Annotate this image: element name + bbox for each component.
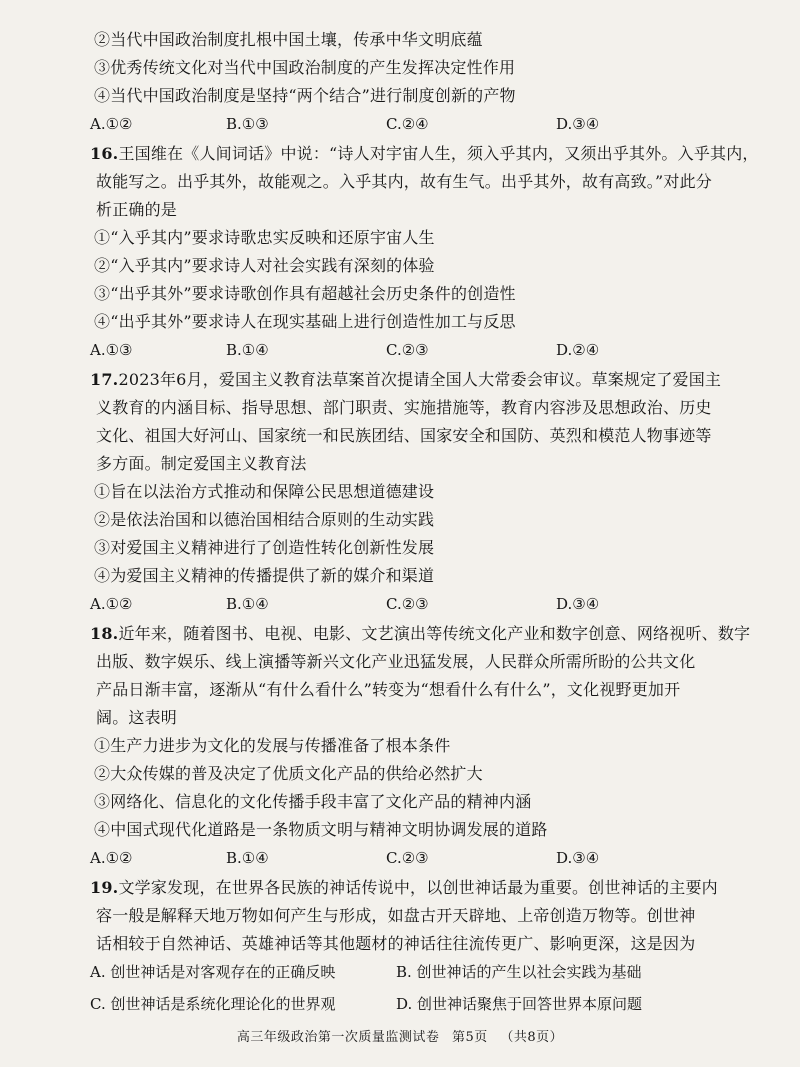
option-a: A.①② (90, 115, 133, 133)
question-number: 18. (90, 624, 119, 643)
statement: ②“入乎其内”要求诗人对社会实践有深刻的体验 (94, 256, 435, 275)
stem-line: 王国维在《人间词话》中说：“诗人对宇宙人生，须入乎其内，又须出乎其外。入乎其内， (118, 144, 759, 163)
statement: ①“入乎其内”要求诗歌忠实反映和还原宇宙人生 (94, 228, 435, 247)
question-number: 16. (90, 144, 119, 163)
stem-line: 容一般是解释天地万物如何产生与形成，如盘古开天辟地、上帝创造万物等。创世神 (96, 906, 696, 925)
option-b: B.①④ (226, 849, 269, 867)
stem-line: 话相较于自然神话、英雄神话等其他题材的神话往往流传更广、影响更深，这是因为 (96, 934, 696, 953)
option-d: D.③④ (556, 849, 600, 867)
statement: ②大众传媒的普及决定了优质文化产品的供给必然扩大 (94, 764, 483, 783)
question-stem (90, 140, 759, 168)
option-c: C.②③ (386, 341, 429, 359)
question-stem (90, 620, 751, 648)
statement: ①生产力进步为文化的发展与传播准备了根本条件 (94, 736, 451, 755)
option-a: A.①② (90, 595, 133, 613)
answer-options (90, 336, 740, 366)
option-b: B.①④ (226, 595, 269, 613)
stem-line: 出版、数字娱乐、线上演播等新兴文化产业迅猛发展，人民群众所需所盼的公共文化 (96, 652, 696, 671)
stem-line: 文化、祖国大好河山、国家统一和民族团结、国家安全和国防、英烈和模范人物事迹等 (96, 426, 712, 445)
stem-line: 产品日渐丰富，逐渐从“有什么看什么”转变为“想看什么有什么”，文化视野更加开 (96, 680, 681, 699)
option-d: D.③④ (556, 115, 600, 133)
option-a: A.①② (90, 849, 133, 867)
option-d: D. 创世神话聚焦于回答世界本原问题 (396, 995, 643, 1013)
statement: ①旨在以法治方式推动和保障公民思想道德建设 (94, 482, 435, 501)
statement: ②当代中国政治制度扎根中国土壤，传承中华文明底蕴 (94, 30, 483, 49)
option-c: C. 创世神话是系统化理论化的世界观 (90, 995, 336, 1013)
question-19 (90, 874, 740, 1022)
exam-title: 高三年级政治第一次质量监测试卷 (236, 1030, 440, 1045)
stem-line: 近年来，随着图书、电视、电影、文艺演出等传统文化产业和数字创意、网络视听、数字 (118, 624, 751, 643)
question-16 (90, 140, 759, 366)
stem-line: 文学家发现，在世界各民族的神话传说中，以创世神话最为重要。创世神话的主要内 (118, 878, 718, 897)
option-d: D.②④ (556, 341, 600, 359)
option-a: A. 创世神话是对客观存在的正确反映 (90, 963, 336, 981)
page-footer (0, 1026, 800, 1045)
option-c: C.②④ (386, 115, 429, 133)
answer-options (90, 590, 740, 620)
question-number: 17. (90, 370, 119, 389)
page-total: （共8页） (500, 1030, 564, 1045)
page-number: 第5页 (451, 1030, 488, 1045)
question-stem (90, 874, 740, 902)
option-d: D.③④ (556, 595, 600, 613)
question-18 (90, 620, 751, 874)
option-c: C.②③ (386, 595, 429, 613)
option-b: B. 创世神话的产生以社会实践为基础 (396, 963, 642, 981)
option-b: B.①④ (226, 341, 269, 359)
question-number: 19. (90, 878, 119, 897)
statement: ③网络化、信息化的文化传播手段丰富了文化产品的精神内涵 (94, 792, 532, 811)
stem-line: 2023年6月，爱国主义教育法草案首次提请全国人大常委会审议。草案规定了爱国主 (118, 370, 722, 389)
stem-line: 多方面。制定爱国主义教育法 (96, 454, 307, 473)
stem-line: 析正确的是 (96, 200, 178, 219)
question-17 (90, 366, 740, 620)
statement: ④中国式现代化道路是一条物质文明与精神文明协调发展的道路 (94, 820, 548, 839)
stem-line: 故能写之。出乎其外，故能观之。入乎其内，故有生气。出乎其外，故有高致。”对此分 (96, 172, 712, 191)
answer-options (90, 844, 740, 874)
statement: ④为爱国主义精神的传播提供了新的媒介和渠道 (94, 566, 435, 585)
statement: ③“出乎其外”要求诗歌创作具有超越社会历史条件的创造性 (94, 284, 516, 303)
statement: ③对爱国主义精神进行了创造性转化创新性发展 (94, 538, 435, 557)
stem-line: 义教育的内涵目标、指导思想、部门职责、实施措施等，教育内容涉及思想政治、历史 (96, 398, 712, 417)
option-c: C.②③ (386, 849, 429, 867)
answer-options (90, 110, 740, 140)
option-b: B.①③ (226, 115, 269, 133)
statement: ④当代中国政治制度是坚持“两个结合”进行制度创新的产物 (94, 86, 516, 105)
statement: ②是依法治国和以德治国相结合原则的生动实践 (94, 510, 435, 529)
statement: ④“出乎其外”要求诗人在现实基础上进行创造性加工与反思 (94, 312, 516, 331)
answer-options-row-2 (90, 990, 740, 1022)
option-a: A.①③ (90, 341, 133, 359)
answer-options-row-1 (90, 958, 740, 990)
stem-line: 阔。这表明 (96, 708, 178, 727)
question-15-continued (90, 26, 740, 140)
question-stem (90, 366, 740, 394)
statement: ③优秀传统文化对当代中国政治制度的产生发挥决定性作用 (94, 58, 516, 77)
